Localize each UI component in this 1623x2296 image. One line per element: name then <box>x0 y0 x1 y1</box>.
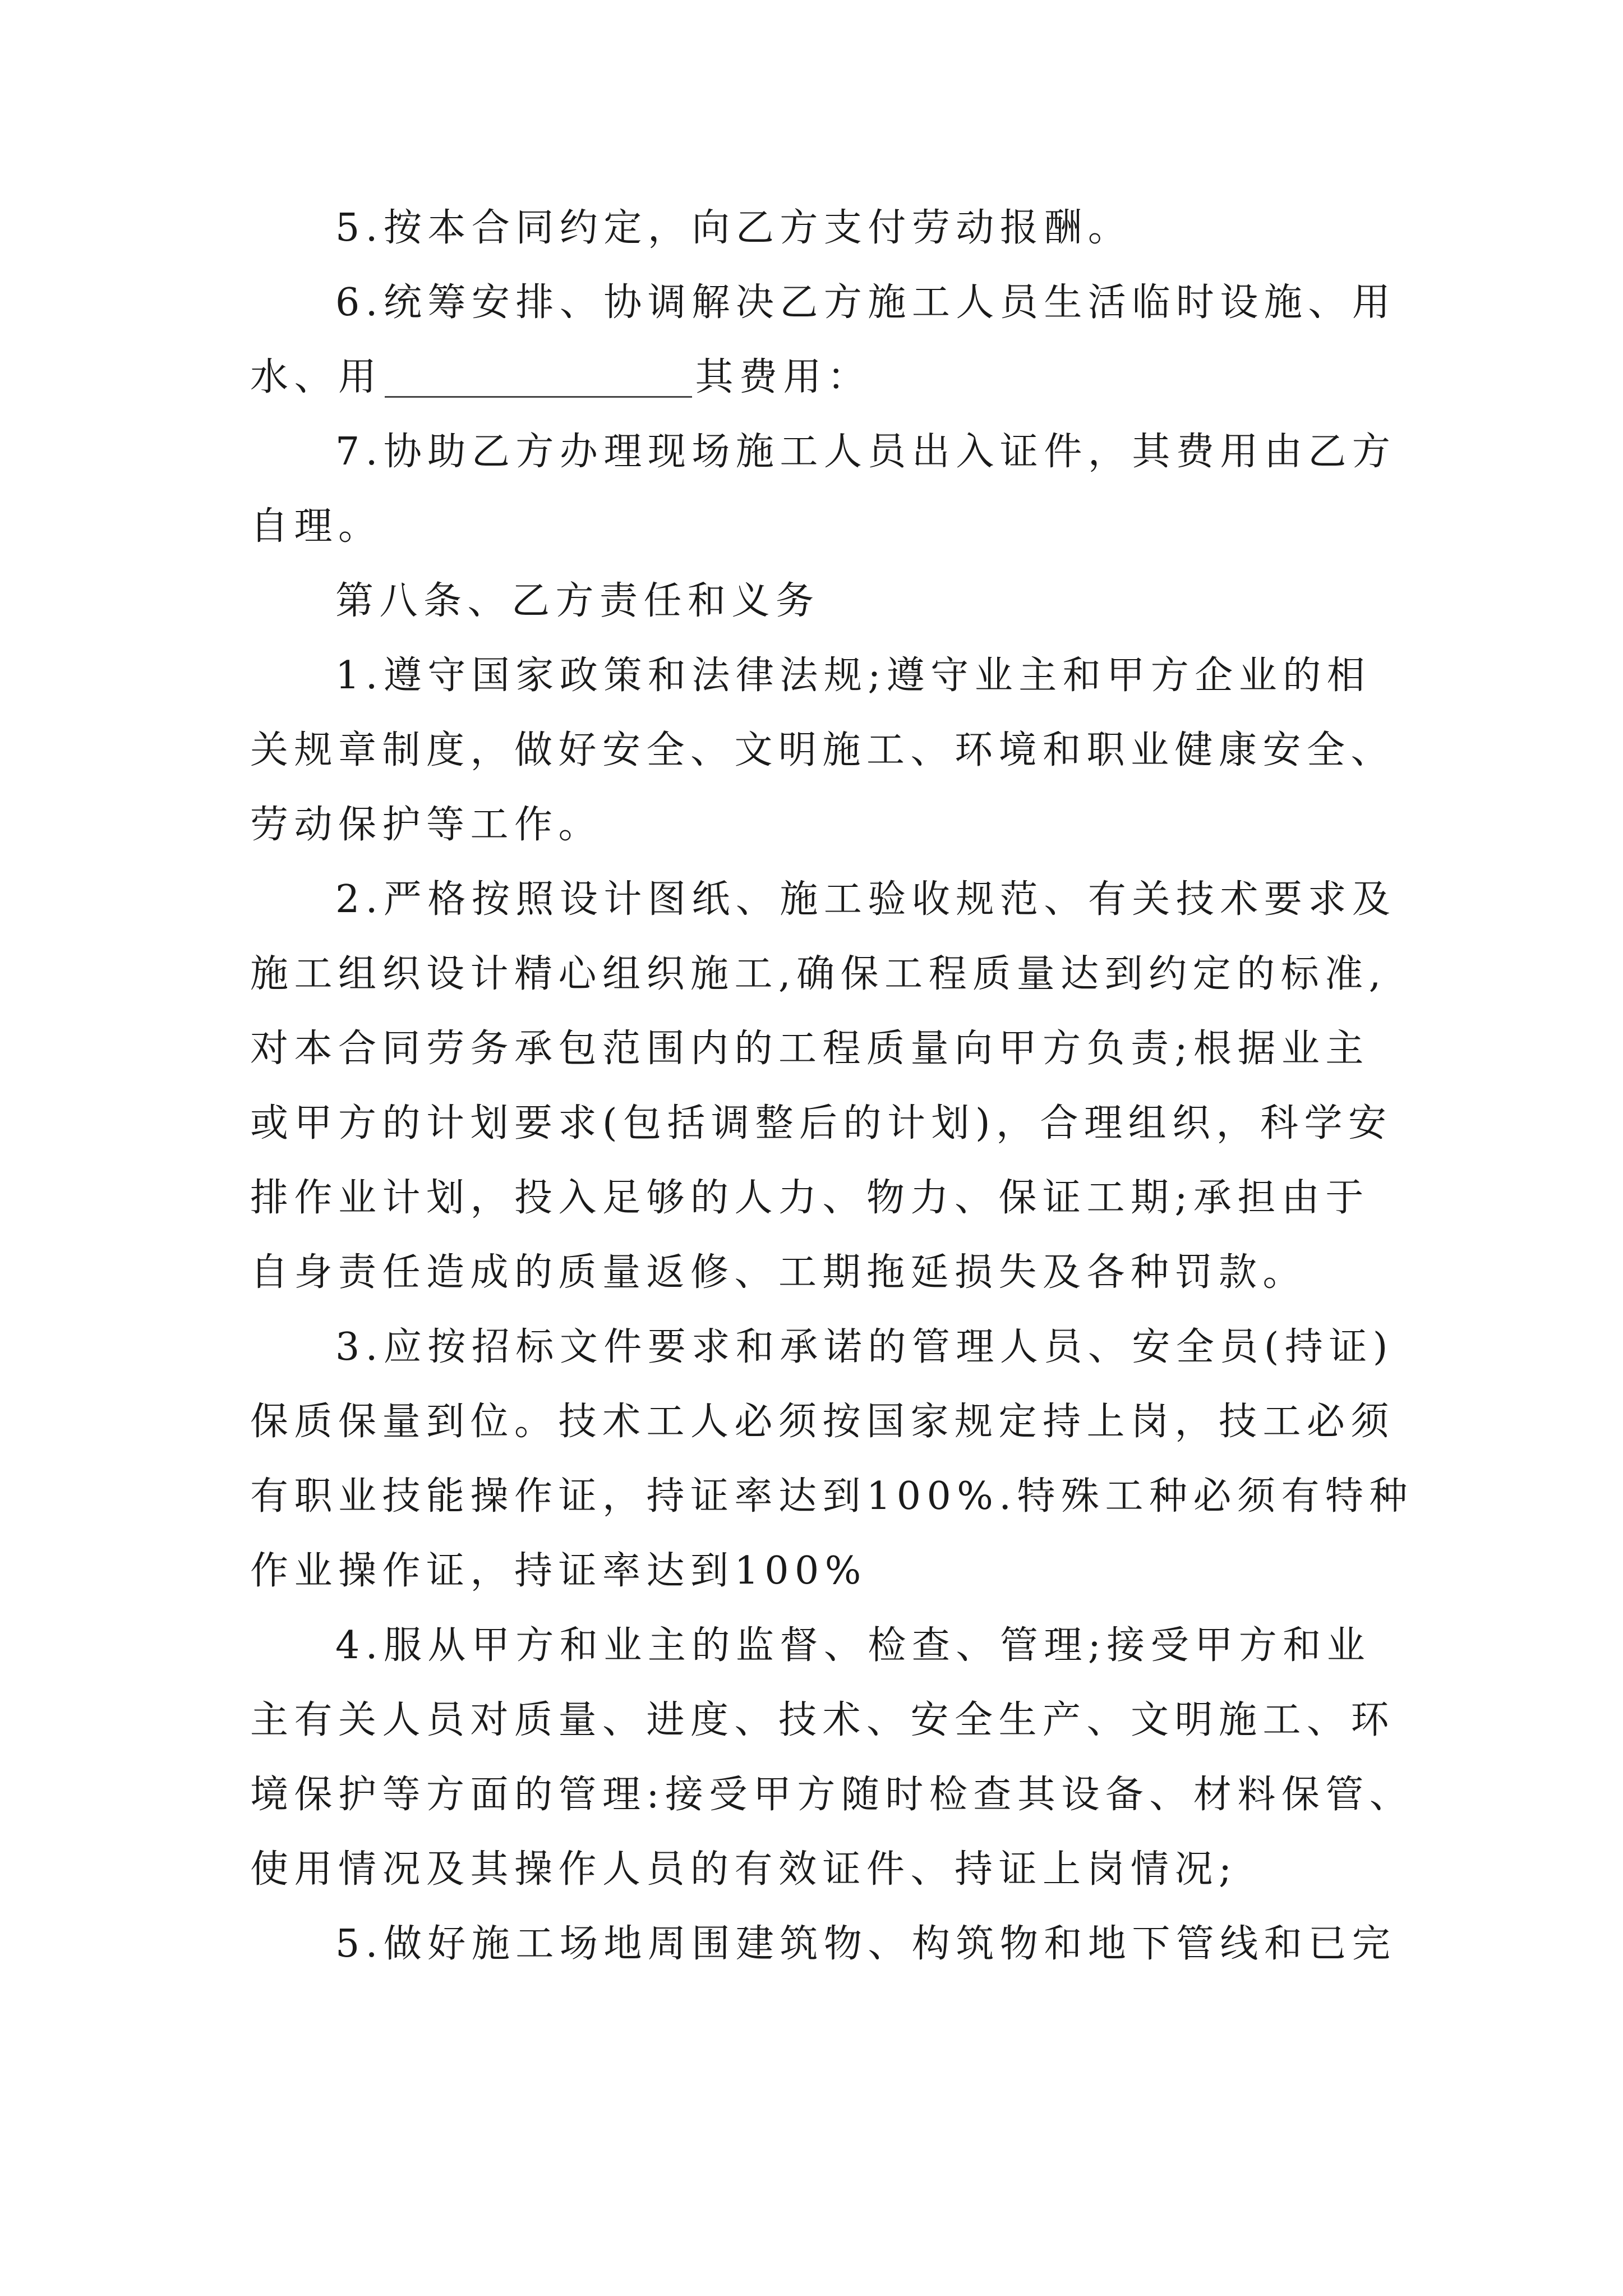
paragraph-line: 或甲方的计划要求(包括调整后的计划)，合理组织，科学安 <box>250 1101 1393 1145</box>
document-body <box>250 191 1414 1981</box>
paragraph-line-with-blank <box>250 340 1394 415</box>
paragraph-line: 劳动保护等工作。 <box>250 803 603 847</box>
paragraph-line: 3.应按招标文件要求和承诺的管理人员、安全员(持证) <box>335 1325 1394 1369</box>
paragraph-line: 5.按本合同约定，向乙方支付劳动报酬。 <box>335 206 1132 250</box>
paragraph-line: 4.服从甲方和业主的监督、检查、管理;接受甲方和业 <box>335 1623 1371 1668</box>
paragraph-line: 排作业计划，投入足够的人力、物力、保证工期;承担由于 <box>250 1176 1370 1220</box>
paragraph-line: 1.遵守国家政策和法律法规;遵守业主和甲方企业的相 <box>335 654 1371 698</box>
paragraph-line: 有职业技能操作证，持证率达到100%.特殊工种必须有特种 <box>250 1474 1414 1519</box>
line-text-after-blank: 其费用： <box>695 355 872 399</box>
fill-in-blank <box>385 358 692 398</box>
line-text-before-blank: 水、用 <box>250 355 382 399</box>
paragraph-line: 关规章制度，做好安全、文明施工、环境和职业健康安全、 <box>250 728 1395 772</box>
section-heading: 第八条、乙方责任和义务 <box>335 579 820 623</box>
paragraph-line: 境保护等方面的管理:接受甲方随时检查其设备、材料保管、 <box>250 1773 1414 1817</box>
paragraph-line: 对本合同劳务承包范围内的工程质量向甲方负责;根据业主 <box>250 1027 1370 1071</box>
paragraph-line: 2.严格按照设计图纸、施工验收规范、有关技术要求及 <box>335 877 1396 922</box>
paragraph-line: 自理。 <box>250 504 382 549</box>
paragraph-line: 5.做好施工场地周围建筑物、构筑物和地下管线和已完 <box>335 1922 1396 1966</box>
paragraph-line: 使用情况及其操作人员的有效证件、持证上岗情况; <box>250 1847 1238 1892</box>
paragraph-line: 主有关人员对质量、进度、技术、安全生产、文明施工、环 <box>250 1698 1395 1742</box>
paragraph-line: 施工组织设计精心组织施工,确保工程质量达到约定的标准, <box>250 952 1387 996</box>
paragraph-line: 7.协助乙方办理现场施工人员出入证件，其费用由乙方 <box>335 430 1396 474</box>
paragraph-line: 6.统筹安排、协调解决乙方施工人员生活临时设施、用 <box>335 280 1396 325</box>
paragraph-line: 作业操作证，持证率达到100% <box>250 1549 867 1593</box>
paragraph-line: 自身责任造成的质量返修、工期拖延损失及各种罚款。 <box>250 1250 1307 1295</box>
paragraph-line: 保质保量到位。技术工人必须按国家规定持上岗，技工必须 <box>250 1400 1395 1444</box>
